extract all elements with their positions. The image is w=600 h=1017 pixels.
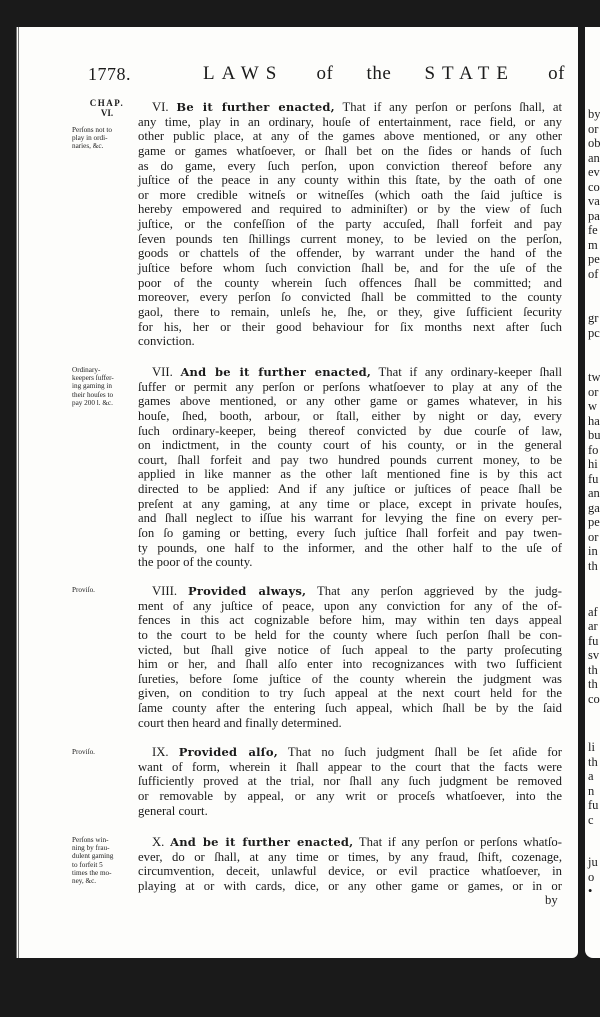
marginal-note-line: Proviſo.: [72, 586, 95, 594]
first-line-text: That if any perſon or perſons whatſo-: [358, 835, 562, 849]
facing-page-fragment: fo: [588, 443, 599, 457]
text-line: ty pounds, one half to the informer, and the other half to the uſe of: [138, 540, 562, 555]
section-numeral: IX.: [152, 745, 169, 759]
facing-page-fragment: gr: [588, 311, 599, 325]
facing-page-fragment: ar: [588, 619, 598, 633]
facing-page-fragment: or: [588, 530, 599, 544]
text-line: ſuch ordinary-keeper, being thereof convicted by due courſe of law,: [138, 423, 562, 438]
facing-page-edge: [585, 27, 600, 958]
facing-page-fragment: c: [588, 813, 594, 827]
text-line: moreover, every perſon ſo convicted ſhall be committed to the county: [138, 290, 562, 305]
marginal-note-line: ning by frau-: [72, 844, 110, 853]
marginal-note-line: ing gaming in: [72, 382, 112, 391]
marginal-note-line: dulent gaming: [72, 852, 114, 861]
facing-page-fragment: an: [588, 151, 600, 165]
text-line: to the court to be held for the county where ſuch perſon ſhall be con-: [138, 627, 562, 642]
text-line: ſeven pounds ten ſhillings current money, to be levied on the perſon,: [138, 231, 562, 246]
chapter-heading: [82, 98, 132, 118]
text-line: victed, but ſhall give notice of ſuch appeal to the party proſecuting: [138, 642, 562, 657]
marginal-note-line: Ordinary-: [72, 366, 101, 374]
marginal-note-line: to forfeit 5: [72, 860, 103, 869]
first-line-text: That if any ordinary-keeper ſhall: [378, 365, 562, 379]
facing-page-fragment: of: [588, 267, 599, 281]
blackletter-lead: Provided always,: [188, 584, 307, 598]
text-line: game or games whatſoever, or ſhall bet on the ſides or hands of ſuch: [138, 143, 562, 158]
section-viii: [138, 584, 562, 730]
text-line: court, ſhall forfeit and pay two hundred pounds current money, to be: [138, 452, 562, 467]
text-line: for his, her or their good behaviour for ſix months next after ſuch: [138, 319, 562, 334]
text-line: as do game, every ſuch perſon, upon conviction thereof before any: [138, 158, 562, 173]
text-line: applied in like manner as the other laſt mentioned fine is by this act: [138, 467, 562, 482]
marginal-note: [72, 748, 138, 756]
text-line: want of form, wherein it ſhall appear to the court that the facts were: [138, 759, 562, 774]
facing-page-fragment: in: [588, 544, 598, 558]
facing-page-fragment: fe: [588, 223, 598, 237]
first-line-text: That any perſon aggrieved by the judg-: [317, 584, 562, 598]
marginal-note-line: Proviſo.: [72, 748, 95, 756]
running-head-word: of: [548, 63, 565, 84]
facing-page-fragment: pe: [588, 252, 600, 266]
text-line: or removable by appeal, or any writ or proceſs whatſoever, into the: [138, 788, 562, 803]
facing-page-fragment: an: [588, 486, 600, 500]
marginal-note-line: Perſons not to: [72, 126, 112, 134]
facing-page-fragment: m: [588, 238, 598, 252]
marginal-note: [72, 836, 138, 885]
marginal-note-line: ney, &c.: [72, 877, 97, 886]
section-numeral: VIII.: [152, 584, 178, 598]
running-head-title: [203, 63, 565, 85]
facing-page-fragment: fu: [588, 798, 599, 812]
text-line: poor of the county wherein ſuch offences ſhall be committed; and: [138, 275, 562, 290]
facing-page-fragment: tw: [588, 370, 600, 384]
text-line: [138, 365, 562, 380]
text-line: gaol, there to remain, unleſs he, ſhe, or they, give ſufficient ſecurity: [138, 304, 562, 319]
facing-page-fragment: pa: [588, 209, 600, 223]
text-line: ment of any juſtice of peace, upon any conviction for any of the of-: [138, 598, 562, 613]
text-line: any time, play in an ordinary, houſe of entertainment, race field, or any: [138, 114, 562, 129]
facing-page-fragment: af: [588, 605, 598, 619]
text-line: hereby empowered and required to adminiſter) or by the view of ſuch: [138, 202, 562, 217]
blackletter-lead: Be it further enacted,: [176, 100, 335, 114]
text-line: fences in this act cognizable before him, may within ten days appeal: [138, 613, 562, 628]
section-numeral: VII.: [152, 365, 173, 379]
facing-page-fragment: th: [588, 559, 598, 573]
section-numeral: VI.: [152, 100, 169, 114]
facing-page-fragment: or: [588, 385, 599, 399]
marginal-note: [72, 126, 138, 151]
marginal-note-line: Perſons win-: [72, 836, 109, 844]
facing-page-fragment: fu: [588, 472, 599, 486]
text-line: ſon ſo gaming or betting, every ſuch juſtice ſhall forfeit and pay twen-: [138, 526, 562, 541]
facing-page-fragment: pc: [588, 326, 600, 340]
marginal-note-line: their houſes to: [72, 390, 114, 399]
facing-page-fragment: th: [588, 663, 598, 677]
text-line: houſe, ſhed, booth, arbour, or ſtall, either by night or day, every: [138, 408, 562, 423]
facing-page-fragment: th: [588, 677, 598, 691]
text-line: given, on condition to try ſuch appeal at the next court held for the: [138, 686, 562, 701]
text-line: or more credible witneſs or witneſſes (which oath the ſaid juſtice is: [138, 187, 562, 202]
running-head-year: 1778.: [88, 64, 131, 84]
text-line: ever, do or ſhall, at any time or times, by any fraud, ſhift, cozenage,: [138, 849, 562, 864]
text-line: juſtice, or the confeſſion of the party accuſed, ſhall forfeit and pay: [138, 217, 562, 232]
text-line: conviction.: [138, 334, 195, 349]
section-vi: [138, 100, 562, 349]
first-line-text: That no ſuch judgment ſhall be ſet aſide for: [287, 745, 562, 759]
chapter-label: CHAP.: [89, 98, 125, 108]
section-numeral: X.: [152, 835, 165, 849]
text-line: and ſhall neglect to iſſue his warrant for levying the fine on every per-: [138, 511, 562, 526]
text-line: general court.: [138, 803, 208, 818]
section-vii: [138, 365, 562, 570]
text-line: him or her, and ſhall alſo enter into recognizances with two ſufficient: [138, 657, 562, 672]
marginal-note-line: naries, &c.: [72, 142, 104, 151]
facing-page-fragment: •: [588, 884, 593, 898]
blackletter-lead: Provided alſo,: [178, 745, 278, 759]
facing-page-fragment: bu: [588, 428, 600, 442]
marginal-note-line: pay 200 l. &c.: [72, 398, 113, 407]
section-ix: [138, 745, 562, 818]
text-line: playing at or with cards, dice, or any other game or games, or in or: [138, 878, 562, 893]
facing-page-fragment: by: [588, 107, 600, 121]
facing-page-fragment: a: [588, 769, 594, 783]
text-line: other public place, at any of the games above mentioned, or any other: [138, 129, 562, 144]
running-head-word: of: [316, 63, 334, 84]
text-line: circumvention, deceit, unlawful device, or evil practice whatſoever, in: [138, 864, 562, 879]
facing-page-fragment: o: [588, 870, 595, 884]
running-head-word: LAWS: [203, 63, 284, 84]
facing-page-fragment: fu: [588, 634, 599, 648]
text-line: games above mentioned, or any other game or games whatever, in his: [138, 394, 562, 409]
facing-page-fragment: ev: [588, 165, 600, 179]
facing-page-fragment: sv: [588, 648, 600, 662]
facing-page-fragment: pe: [588, 515, 600, 529]
chapter-number: VI.: [100, 108, 114, 118]
text-line: court then heard and finally determined.: [138, 715, 342, 730]
text-line: ſame county after the entering ſuch appeal, which ſhall be by the ſaid: [138, 701, 562, 716]
text-line: [138, 835, 562, 850]
facing-page-fragment: ha: [588, 414, 600, 428]
text-line: preſent at any gaming, at any time or place, except in private houſes,: [138, 496, 562, 511]
marginal-note: [72, 586, 138, 594]
facing-page-fragment: hi: [588, 457, 598, 471]
facing-page-fragment: ob: [588, 136, 600, 150]
text-line: ſureties, before ſome juſtice of the county wherein the judgment was: [138, 671, 562, 686]
facing-page-fragment: ju: [588, 855, 598, 869]
running-head-word: STATE: [424, 63, 515, 84]
facing-page-fragment: ga: [588, 501, 600, 515]
catchword: by: [545, 893, 558, 907]
marginal-note-line: keepers ſuffer-: [72, 374, 114, 383]
text-line: goods or chattels of the offender, by warrant under the hand of the: [138, 246, 562, 261]
facing-page-fragment: co: [588, 180, 600, 194]
text-line: the poor of the county.: [138, 555, 253, 570]
text-line: juſtice of the peace in any county within this ſtate, by the oath of one: [138, 173, 562, 188]
text-line: directed to be applied: And if any juſtice or juſtices of peace ſhall be: [138, 482, 562, 497]
text-line: ſufficiently proved at the trial, nor ſhall any ſuch judgment be removed: [138, 774, 562, 789]
text-line: [138, 745, 562, 760]
text-line: juſtice before whom ſuch conviction ſhall be, and for the uſe of the: [138, 261, 562, 276]
marginal-note-line: play in ordi-: [72, 134, 108, 143]
running-head-word: the: [366, 63, 392, 84]
facing-page-fragment: va: [588, 194, 600, 208]
text-line: ſuffer or permit any perſon or perſons whatſoever to play at any of the: [138, 379, 562, 394]
facing-page-fragment: or: [588, 122, 599, 136]
text-line: on indictment, in the county court of his county, or in the general: [138, 438, 562, 453]
facing-page-fragment: n: [588, 784, 595, 798]
facing-page-fragment: th: [588, 755, 598, 769]
text-line: [138, 100, 562, 115]
blackletter-lead: And be it further enacted,: [180, 365, 372, 379]
section-x: [138, 835, 562, 894]
facing-page-fragment: co: [588, 692, 600, 706]
text-line: [138, 584, 562, 599]
facing-page-fragment: li: [588, 740, 595, 754]
marginal-note-line: times the mo-: [72, 868, 112, 877]
first-line-text: That if any perſon or perſons ſhall, at: [342, 100, 562, 114]
blackletter-lead: And be it further enacted,: [170, 835, 354, 849]
facing-page-fragment: w: [588, 399, 598, 413]
marginal-note: [72, 366, 138, 407]
